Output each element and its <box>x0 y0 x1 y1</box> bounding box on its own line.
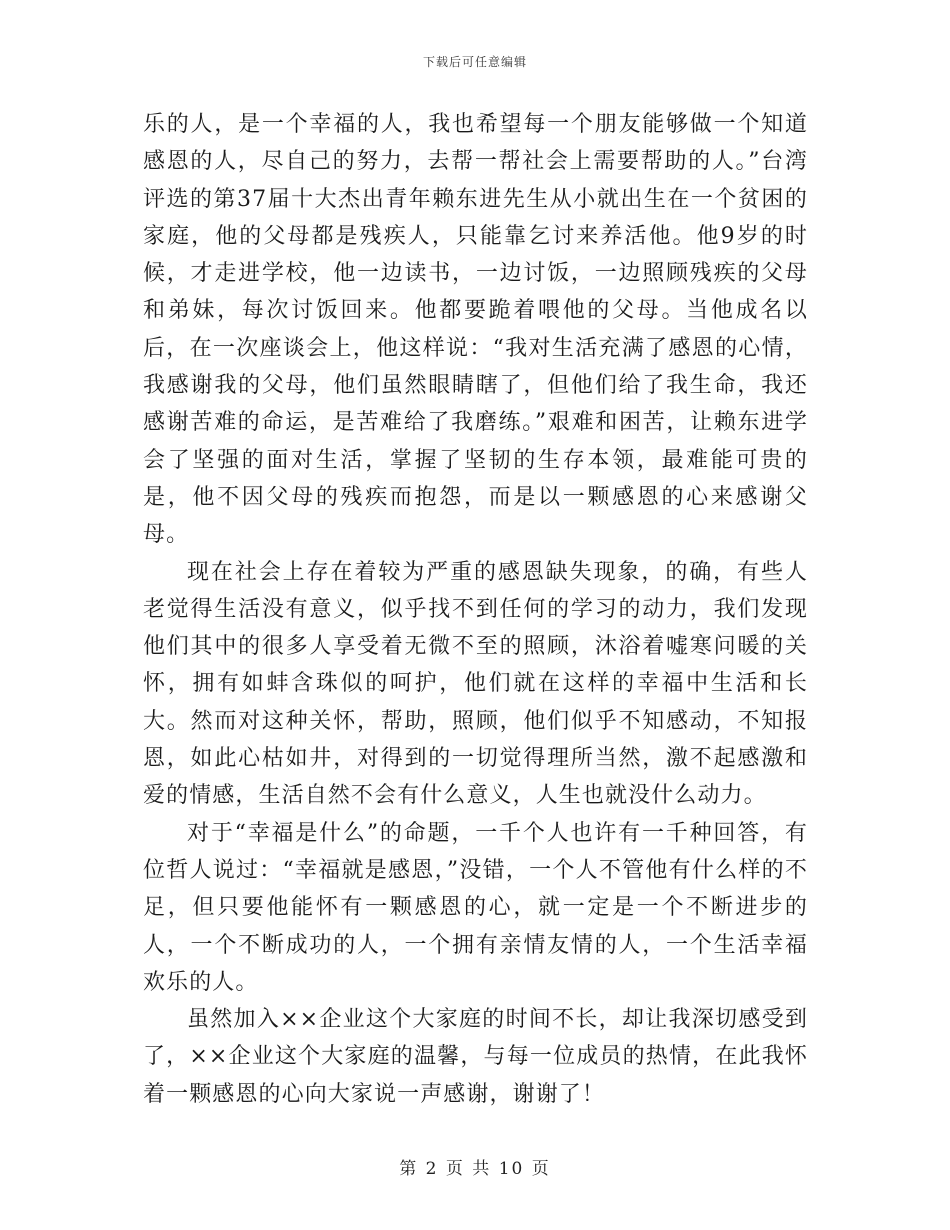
document-body <box>143 106 808 1113</box>
page-header: 下载后可任意编辑 <box>422 55 527 69</box>
paragraph: 对于“幸福是什么”的命题，一千个人也许有一千种回答，有位哲人说过：“幸福就是感恩，”没错，一个人不管他有什么样的不足，但只要他能怀有一颗感恩的心，就一定是一个不断进步的人，一个不断成功的人，一个拥有亲情友情的人，一个生活幸福欢乐的人。 <box>143 820 808 995</box>
paragraph: 现在社会上存在着较为严重的感恩缺失现象，的确，有些人老觉得生活没有意义，似乎找不到任何的学习的动力，我们发现他们其中的很多人享受着无微不至的照顾，沐浴着嘘寒问暖的关怀，拥有如蚌含珠似的呵护，他们就在这样的幸福中生活和长大。然而对这种关怀，帮助，照顾，他们似乎不知感动，不知报恩，如此心枯如井，对得到的一切觉得理所当然，激不起感激和爱的情感，生活自然不会有什么意义，人生也就没什么动力。 <box>143 559 808 809</box>
paragraph-continued: 乐的人，是一个幸福的人，我也希望每一个朋友能够做一个知道感恩的人，尽自己的努力，去帮一帮社会上需要帮助的人。”台湾评选的第37届十大杰出青年赖东进先生从小就出生在一个贫困的家庭，他的父母都是残疾人，只能靠乞讨来养活他。他9岁的时候，才走进学校，他一边读书，一边讨饭，一边照顾残疾的父母和弟妹，每次讨饭回来。他都要跪着喂他的父母。当他成名以后，在一次座谈会上，他这样说：“我对生活充满了感恩的心情，我感谢我的父母，他们虽然眼睛瞎了，但他们给了我生命，我还感谢苦难的命运，是苦难给了我磨练。”艰难和困苦，让赖东进学会了坚强的面对生活，掌握了坚韧的生存本领，最难能可贵的是，他不因父母的残疾而抱怨，而是以一颗感恩的心来感谢父母。 <box>143 112 808 548</box>
paragraph: 虽然加入××企业这个大家庭的时间不长，却让我深切感受到了，××企业这个大家庭的温馨，与每一位成员的热情，在此我怀着一颗感恩的心向大家说一声感谢，谢谢了！ <box>143 1007 808 1107</box>
page-number: 第 2 页 共 10 页 <box>399 1159 551 1179</box>
